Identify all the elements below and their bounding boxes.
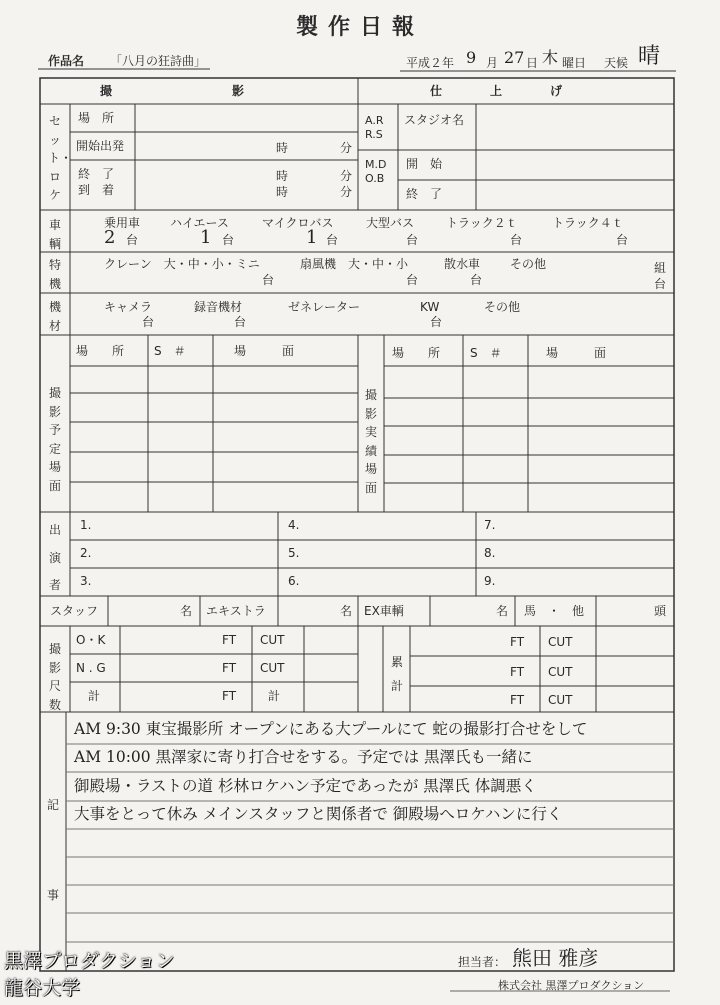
month-label: 月 (486, 56, 499, 70)
special-water-unit: 台 (470, 273, 483, 287)
horse-head-unit: 頭 (654, 604, 667, 618)
special-set-unit: 組 (654, 261, 667, 275)
vehicle-unit-truck4: 台 (616, 233, 629, 247)
film-total-label: 計 (88, 689, 101, 703)
md-ob-label: M.D O.B (365, 158, 387, 186)
depart-hour-label: 時 (276, 141, 289, 155)
equipment-generator: ゼネレーター (288, 300, 361, 314)
finish-heading: 仕 上 げ (430, 84, 563, 98)
vehicle-type-truck2: トラック２ｔ (446, 216, 518, 230)
equipment-kw-unit: 台 (430, 315, 443, 329)
extra-name-unit: 名 (340, 604, 353, 618)
equipment-other: その他 (484, 300, 521, 314)
company-name: 株式会社 黒澤プロダクション (498, 979, 645, 992)
equipment-camera-unit: 台 (142, 315, 155, 329)
vehicle-type-car: 乗用車 (104, 216, 141, 230)
vehicle-unit-bus: 台 (406, 233, 419, 247)
end-hour-label: 時 (276, 169, 289, 183)
cast-slot-6: 6. (288, 574, 300, 588)
set-loca-label: セット・ロケ (48, 114, 73, 203)
watermark-line-2: 龍谷大学 (4, 977, 81, 999)
work-label: 作品名 (48, 54, 85, 68)
film-ng-label: N . G (76, 661, 106, 675)
equipment-label: 機材 (48, 300, 61, 333)
vehicle-unit-hiace: 台 (222, 233, 235, 247)
cast-slot-7: 7. (484, 518, 496, 532)
cumulative-ft-3: FT (510, 693, 525, 707)
equipment-recorder-unit: 台 (234, 315, 247, 329)
note-line-2: AM 10:00 黒澤家に寄り打合せをする。予定では 黒澤氏も一緒に (74, 748, 533, 766)
actual-place-header: 場 所 (392, 346, 441, 360)
vehicle-type-truck4: トラック４ｔ (552, 216, 624, 230)
end-label: 終 了 (78, 167, 115, 181)
arrive-minute-label: 分 (340, 185, 353, 199)
cast-slot-3: 3. (80, 574, 92, 588)
film-ok-label: O・K (76, 633, 106, 647)
note-line-4: 大事をとって休み メインスタッフと関係者で 御殿場へロケハンに行く (74, 805, 563, 823)
note-line-3: 御殿場・ラストの道 杉林ロケハン予定であったが 黒澤氏 体調悪く (74, 777, 537, 795)
depart-label: 開始出発 (76, 139, 125, 153)
special-other-unit: 台 (654, 277, 667, 291)
arrive-hour-label: 時 (276, 185, 289, 199)
weekday-value: 木 (542, 48, 559, 67)
film-ok-cut: CUT (260, 633, 285, 647)
special-label: 特機 (48, 258, 61, 291)
film-label: 撮影尺数 (48, 642, 61, 712)
cast-slot-5: 5. (288, 546, 300, 560)
planned-snum-header: S ＃ (154, 344, 186, 358)
horse-label: 馬 ・ 他 (524, 604, 585, 618)
location-label: 場 所 (78, 111, 115, 125)
special-crane-unit: 台 (262, 273, 275, 287)
day-label: 日 (526, 56, 539, 70)
day-value: 27 (504, 48, 525, 67)
staff-name-unit: 名 (180, 604, 193, 618)
vehicle-type-hiace: ハイエース (170, 216, 229, 230)
equipment-camera: キャメラ (104, 300, 153, 314)
special-other: その他 (510, 257, 547, 271)
arrive-label: 到 着 (78, 183, 115, 197)
equipment-kw: KW (420, 300, 440, 314)
film-total-sum: 計 (268, 689, 281, 703)
cast-slot-9: 9. (484, 574, 496, 588)
actual-snum-header: S ＃ (470, 346, 502, 360)
weekday-label: 曜日 (562, 56, 587, 70)
actual-scene-header: 場 面 (546, 346, 607, 360)
work-name: 「八月の狂詩曲」 (110, 54, 207, 68)
ex-vehicle-label: EX車輌 (364, 604, 404, 618)
weather-value: 晴 (638, 44, 661, 69)
cumulative-cut-2: CUT (548, 665, 573, 679)
era-label: 平成２年 (406, 56, 455, 70)
person-name: 熊田 雅彦 (512, 946, 599, 970)
vehicle-count-hiace: 1 (200, 227, 212, 248)
month-value: 9 (466, 48, 477, 67)
vehicles-label: 車輌 (48, 218, 61, 251)
start-label: 開 始 (406, 157, 443, 171)
cast-slot-2: 2. (80, 546, 92, 560)
planned-scene-header: 場 面 (234, 344, 295, 358)
cast-slot-8: 8. (484, 546, 496, 560)
actual-scenes-label: 撮影実績場面 (364, 388, 377, 495)
cumulative-cut-3: CUT (548, 693, 573, 707)
vehicle-count-microbus: 1 (306, 227, 318, 248)
watermark-line-1: 黒澤プロダクション (4, 950, 175, 972)
vehicle-count-car: 2 (104, 227, 116, 248)
cumulative-ft-1: FT (510, 635, 525, 649)
planned-place-header: 場 所 (76, 344, 125, 358)
vehicle-type-bus: 大型バス (366, 216, 415, 230)
vehicle-unit-car: 台 (126, 233, 139, 247)
vehicle-type-microbus: マイクロバス (262, 216, 334, 230)
cast-slot-4: 4. (288, 518, 300, 532)
ar-rs-label: A.R R.S (365, 114, 384, 142)
planned-scenes-label: 撮影予定場面 (48, 386, 61, 493)
depart-minute-label: 分 (340, 141, 353, 155)
cumulative-ft-2: FT (510, 665, 525, 679)
cast-slot-1: 1. (80, 518, 92, 532)
vehicle-unit-microbus: 台 (326, 233, 339, 247)
film-total-ft: FT (222, 689, 237, 703)
special-fan-unit: 台 (406, 273, 419, 287)
note-line-1: AM 9:30 東宝撮影所 オープンにある大プールにて 蛇の撮影打合せをして (74, 720, 588, 738)
film-ok-ft: FT (222, 633, 237, 647)
extra-label: エキストラ (206, 604, 266, 618)
person-label: 担当者： (458, 955, 507, 969)
studio-label: スタジオ名 (404, 113, 465, 127)
film-ng-ft: FT (222, 661, 237, 675)
notes-label: 記 事 (46, 798, 96, 902)
cumulative-label: 累計 (390, 655, 403, 693)
finish-end-label: 終 了 (406, 187, 443, 201)
cast-label: 出演者 (48, 523, 61, 593)
film-ng-cut: CUT (260, 661, 285, 675)
weather-label: 天候 (604, 56, 629, 70)
special-crane: クレーン 大・中・小・ミニ (104, 257, 260, 271)
ex-vehicle-unit: 名 (496, 604, 509, 618)
page-title: 製作日報 (295, 14, 424, 40)
special-fan: 扇風機 大・中・小 (300, 257, 409, 271)
special-water: 散水車 (444, 257, 481, 271)
cumulative-cut-1: CUT (548, 635, 573, 649)
vehicle-unit-truck2: 台 (510, 233, 523, 247)
shoot-heading: 撮 影 (100, 84, 245, 98)
staff-label: スタッフ (50, 604, 99, 618)
end-minute-label: 分 (340, 169, 353, 183)
equipment-recorder: 録音機材 (194, 300, 243, 314)
